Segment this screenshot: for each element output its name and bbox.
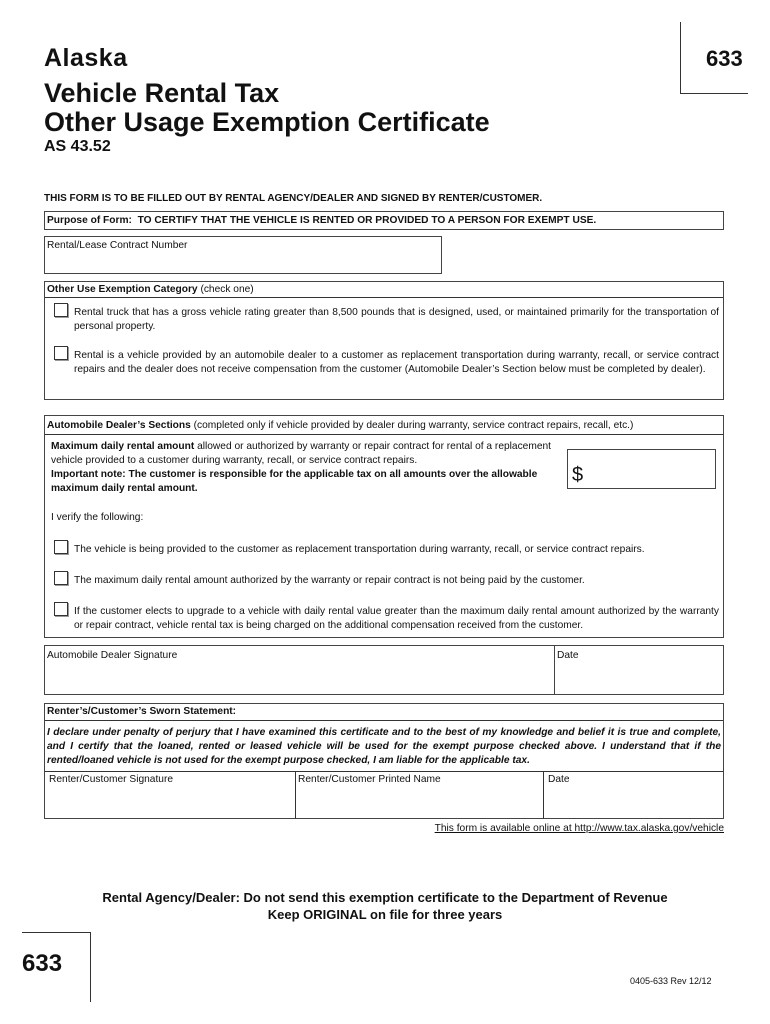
online-availability-link[interactable]: This form is available online at http://www.tax.alaska.gov/vehicle [434, 823, 724, 834]
revision-text: 0405-633 Rev 12/12 [630, 976, 712, 986]
max-rental-text: allowed or authorized by warranty or repair contract for rental of a replacement vehicle provided to a customer during warranty, recall, or service contract repairs. [51, 441, 551, 466]
renter-date-label: Date [548, 774, 570, 785]
max-rental-description [51, 440, 551, 496]
renter-statement-text: I declare under penalty of perjury that I have examined this certificate and to the best of my knowledge and belief it is true and complete, and I certify that the loaned, rented or leased vehicle will be used for the exempt purpose checked above. I understand that if the rented/loaned vehicle is not used for the exempt purpose checked, I am liable for the applicable tax. [47, 727, 721, 767]
footer-line1: Rental Agency/Dealer: Do not send this exemption certificate to the Department of Revenue [102, 890, 668, 905]
contract-number-field[interactable] [44, 236, 442, 274]
contract-number-label: Rental/Lease Contract Number [47, 240, 188, 251]
verify-checkbox-replacement[interactable] [54, 540, 68, 554]
bottom-corner-vline [90, 932, 91, 1002]
max-rental-label: Maximum daily rental amount [51, 441, 195, 452]
dealer-section-box [44, 415, 724, 638]
form-number-bottom: 633 [22, 950, 63, 977]
exemption-heading: Other Use Exemption Category [47, 284, 198, 295]
dealer-signature-label: Automobile Dealer Signature [47, 650, 178, 661]
verify-checkbox-not-paid[interactable] [54, 571, 68, 585]
exemption-checkbox-dealer[interactable] [54, 346, 68, 360]
top-corner-vline [680, 22, 681, 94]
form-title-line2: Other Usage Exemption Certificate [44, 107, 490, 137]
exemption-option-dealer: Rental is a vehicle provided by an automobile dealer to a customer as replacement transportation during warranty, recall, or service contract repairs and the dealer does not receive compensation from the customer (Automobile Dealer’s Section below must be completed by dealer). [74, 350, 719, 375]
purpose-text: TO CERTIFY THAT THE VEHICLE IS RENTED OR PROVIDED TO A PERSON FOR EXEMPT USE. [137, 215, 597, 226]
renter-printed-name-field[interactable] [296, 772, 543, 819]
verify-item-replacement: The vehicle is being provided to the customer as replacement transportation during warranty, recall, or service contract repairs. [74, 544, 645, 555]
important-note-text: The customer is responsible for the applicable tax on all amounts over the allowable maximum daily rental amount. [51, 469, 538, 494]
exemption-heading-note: (check one) [200, 284, 254, 295]
exemption-checkbox-truck[interactable] [54, 303, 68, 317]
purpose-box [44, 211, 724, 230]
form-title-line1: Vehicle Rental Tax [44, 78, 280, 108]
bottom-corner-hline [22, 932, 90, 933]
renter-signature-field[interactable] [45, 772, 295, 819]
renter-signature-label: Renter/Customer Signature [49, 774, 174, 785]
currency-symbol: $ [572, 464, 584, 486]
dealer-signature-field[interactable] [44, 645, 555, 695]
verify-checkbox-upgrade[interactable] [54, 602, 68, 616]
renter-heading: Renter’s/Customer’s Sworn Statement: [47, 706, 237, 717]
exemption-category-box [44, 281, 724, 400]
renter-printed-name-label: Renter/Customer Printed Name [298, 774, 441, 785]
max-rental-amount-field[interactable] [567, 449, 716, 489]
dealer-heading-note: (completed only if vehicle provided by dealer during warranty, service contract repairs, recall, etc.) [193, 420, 634, 431]
instruction-text: THIS FORM IS TO BE FILLED OUT BY RENTAL AGENCY/DEALER AND SIGNED BY RENTER/CUSTOMER. [44, 193, 543, 204]
dealer-date-label: Date [557, 650, 579, 661]
top-corner-hline [680, 93, 748, 94]
dealer-date-field[interactable] [554, 645, 724, 695]
dealer-heading: Automobile Dealer’s Sections [47, 420, 191, 431]
renter-statement-box [44, 703, 724, 819]
exemption-option-truck: Rental truck that has a gross vehicle rating greater than 8,500 pounds that is designed, used, or maintained primarily for the transportation of personal property. [74, 307, 719, 332]
statute: AS 43.52 [44, 138, 111, 155]
purpose-label: Purpose of Form: [47, 215, 132, 226]
renter-date-field[interactable] [544, 772, 723, 819]
important-note-label: Important note: [51, 469, 126, 480]
verify-item-upgrade: If the customer elects to upgrade to a vehicle with daily rental value greater than the maximum daily rental amount authorized by the warranty or repair contract, vehicle rental tax is being charged on the additional compensation received from the customer. [74, 606, 719, 631]
verify-item-not-paid: The maximum daily rental amount authorized by the warranty or repair contract is not being paid by the customer. [74, 575, 585, 586]
form-number-top: 633 [706, 46, 743, 71]
verify-label: I verify the following: [51, 512, 144, 523]
footer-line2: Keep ORIGINAL on file for three years [267, 907, 503, 922]
state-title: Alaska [44, 44, 128, 72]
